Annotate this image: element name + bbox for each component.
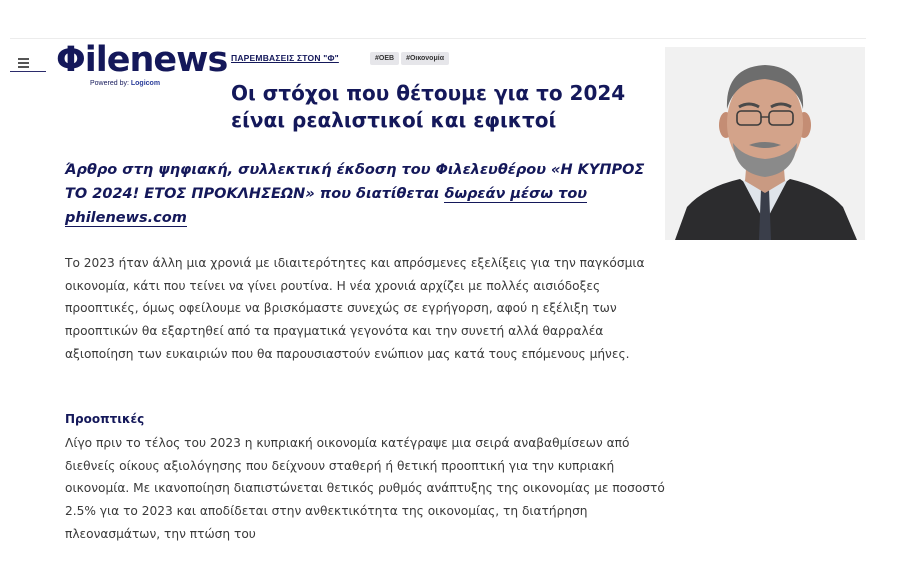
article-category-link[interactable]: ΠΑΡΕΜΒΑΣΕΙΣ ΣΤΟΝ "Φ" [231, 53, 339, 63]
logo-wordmark: Φilenews [56, 40, 228, 80]
article-paragraph-1: Το 2023 ήταν άλλη μια χρονιά με ιδιαιτερότητες και απρόσμενες εξελίξεις για την παγκόσμια οικονομία, κάτι που τείνει να γίνει ρουτίνα. Η νέα χρονιά αρχίζει με πολλές αισιόδοξες προοπτικές, όμως οφείλουμε να βρισκόμαστε συνεχώς σε εγρήγορση, αφού η εξέλιξη των προοπτικών θα εξαρτηθεί από τα πραγματικά γεγονότα και την συνετή αλλά θαρραλέα αξιοποίηση των ευκαιριών που θα παρουσιαστούν ενώπιον μας κατά τους επόμενους μήνες. [65, 256, 645, 361]
site-logo[interactable] [56, 40, 228, 92]
article-subheading [65, 158, 655, 230]
tag-economy[interactable]: #Οικονομία [401, 52, 449, 65]
author-photo [665, 47, 865, 240]
logo-powered-by: Powered by: Logicom [90, 80, 161, 87]
article-headline: Οι στόχοι που θέτουμε για το 2024 είναι ρεαλιστικοί και εφικτοί [231, 81, 626, 132]
menu-button[interactable] [10, 52, 46, 72]
section-heading-prospects: Προοπτικές [65, 412, 145, 426]
subhead-link[interactable]: δωρεάν μέσω του philenews.com [65, 186, 588, 226]
logo-sponsor: Logicom [130, 80, 161, 87]
author-portrait-image [665, 47, 865, 240]
subhead-text: Άρθρο στη ψηφιακή, συλλεκτική έκδοση του Φιλελευθέρου «Η ΚΥΠΡΟΣ ΤΟ 2024! ΕΤΟΣ ΠΡΟΚΛΗΣΕΩΝ» που διατίθεται [65, 162, 645, 202]
article-tags [370, 52, 449, 65]
article-paragraph-2: Λίγο πριν το τέλος του 2023 η κυπριακή οικονομία κατέγραψε μια σειρά αναβαθμίσεων από διεθνείς οίκους αξιολόγησης που δείχνουν σταθερή ή θετική προοπτική για την κυπριακή οικονομία. Με ικανοποίηση διαπιστώνεται θετικός ρυθμός ανάπτυξης της οικονομίας με ποσοστό 2.5% για το 2023 και αποδίδεται στην ανθεκτικότητα της οικονομίας, τη διατήρηση πλεονασμάτων, την πτώση του [65, 436, 665, 541]
menu-underline [10, 71, 46, 72]
tag-oeb[interactable]: #ΟΕΒ [370, 52, 399, 65]
top-divider [10, 38, 866, 39]
